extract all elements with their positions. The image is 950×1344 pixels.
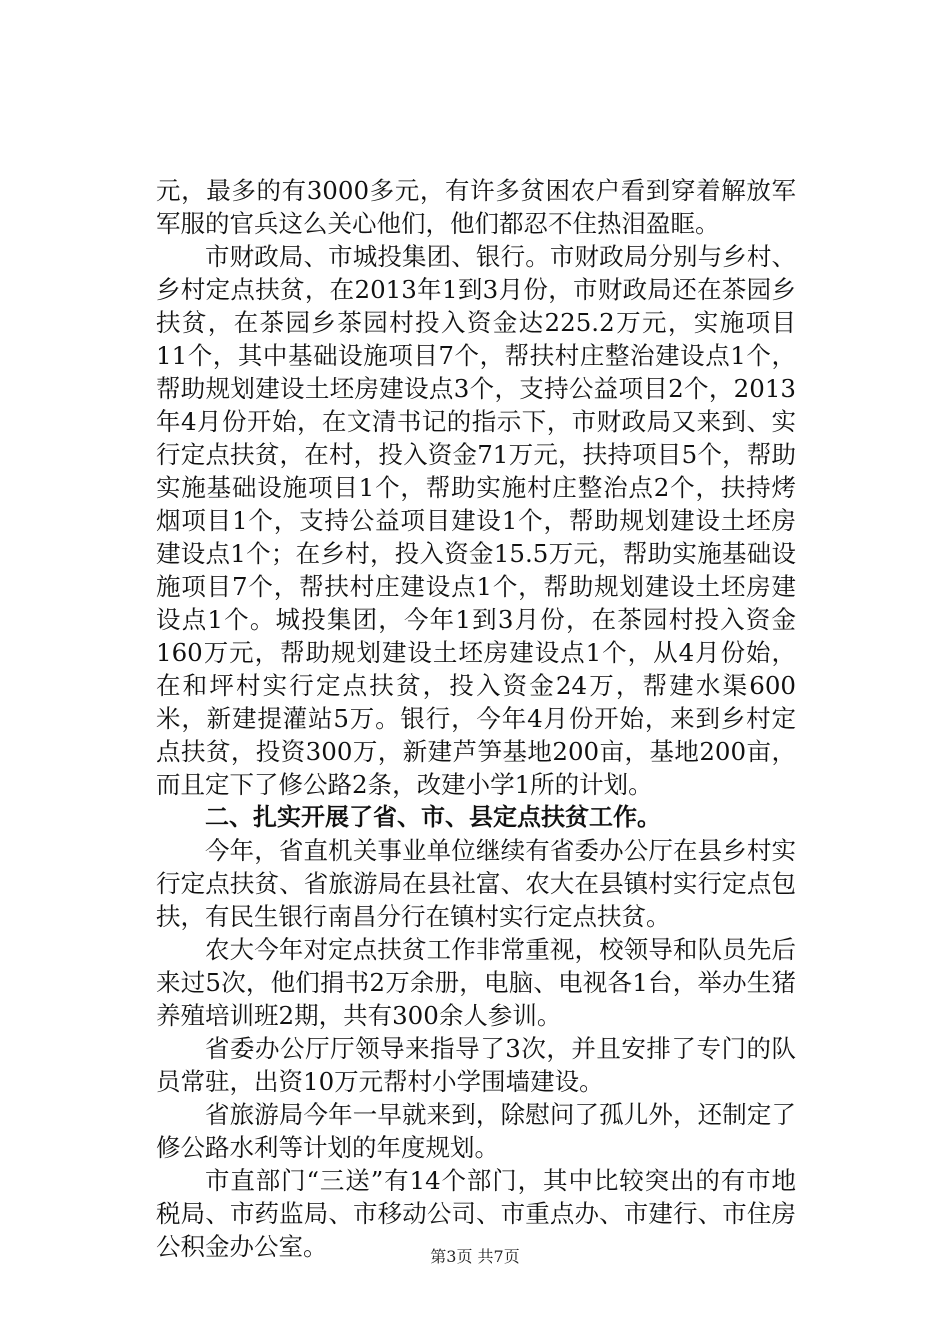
paragraph-agricultural-university: 农大今年对定点扶贫工作非常重视，校领导和队员先后来过5次，他们捐书2万余册，电脑、电视各1台，举办生猪养殖培训班2期，共有300余人参训。 <box>156 935 796 1030</box>
document-body <box>156 174 796 1263</box>
paragraph-tourism-bureau: 省旅游局今年一早就来到，除慰问了孤儿外，还制定了修公路水利等计划的年度规划。 <box>156 1100 796 1162</box>
paragraph-provincial-units: 今年，省直机关事业单位继续有省委办公厅在县乡村实行定点扶贫、省旅游局在县社富、农大在县镇村实行定点包扶，有民生银行南昌分行在镇村实行定点扶贫。 <box>156 836 796 931</box>
paragraph-provincial-office: 省委办公厅厅领导来指导了3次，并且安排了专门的队员常驻，出资10万元帮村小学围墙建设。 <box>156 1034 796 1096</box>
paragraph-city-departments: 市直部门“三送”有14个部门，其中比较突出的有市地税局、市药监局、市移动公司、市重点办、市建行、市住房公积金办公室。 <box>156 1166 796 1261</box>
paragraph-city-finance: 市财政局、市城投集团、银行。市财政局分别与乡村、乡村定点扶贫，在2013年1到3月份，市财政局还在茶园乡扶贫，在茶园乡茶园村投入资金达225.2万元，实施项目11个，其中基础设施项目7个，帮扶村庄整治建设点1个，帮助规划建设土坯房建设点3个，支持公益项目2个，2013年4月份开始，在文清书记的指示下，市财政局又来到、实行定点扶贫，在村，投入资金71万元，扶持项目5个，帮助实施基础设施项目1个，帮助实施村庄整治点2个，扶持烤烟项目1个，支持公益项目建设1个，帮助规划建设土坯房建设点1个；在乡村，投入资金15.5万元，帮助实施基础设施项目7个，帮扶村庄建设点1个，帮助规划建设土坯房建设点1个。城投集团，今年1到3月份，在茶园村投入资金160万元，帮助规划建设土坯房建设点1个，从4月份始，在和坪村实行定点扶贫，投入资金24万，帮建水渠600米，新建提灌站5万。银行，今年4月份开始，来到乡村定点扶贫，投资300万，新建芦笋基地200亩，基地200亩，而且定下了修公路2条，改建小学1所的计划。 <box>156 242 796 799</box>
page-number-footer: 第3页 共7页 <box>430 1247 520 1266</box>
section-heading: 二、扎实开展了省、市、县定点扶贫工作。 <box>205 803 661 831</box>
paragraph-continuation: 元，最多的有3000多元，有许多贫困农户看到穿着解放军军服的官兵这么关心他们，他们都忍不住热泪盈眶。 <box>156 176 796 238</box>
